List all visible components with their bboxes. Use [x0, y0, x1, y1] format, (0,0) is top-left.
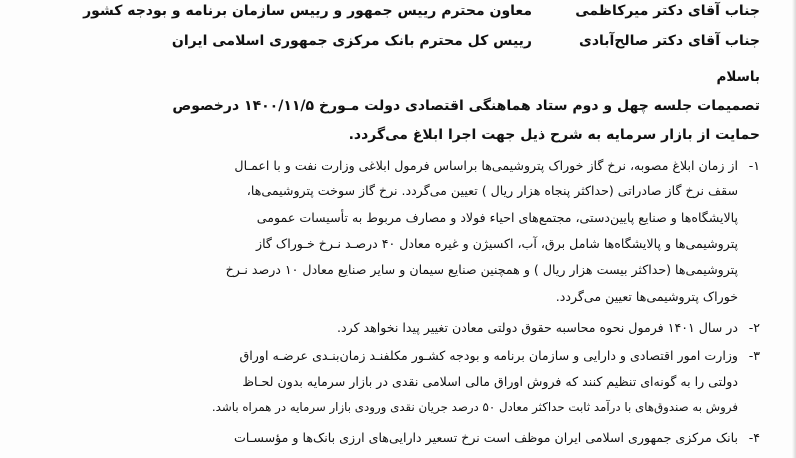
greeting: باسلام	[716, 69, 760, 85]
subject-line: حمایت از بازار سرمایه به شرح ذیل جهت اجرا ابلاغ می‌گردد.	[348, 127, 760, 143]
subject-line: تصمیمات جلسه چهل و دوم ستاد هماهنگی اقتصادی دولت مـورخ ۱۴۰۰/۱۱/۵ درخصوص	[172, 98, 760, 114]
item-text-line: خوراک پتروشیمی‌ها تعیین می‌گردد.	[555, 289, 738, 304]
item-number: ۳-	[748, 348, 760, 363]
item-text-line: وزارت امور اقتصادی و دارایی و سازمان برنامه و بودجه کشـور مکلفنـد زمان‌بنـدی عرضـه اوراق	[239, 348, 738, 363]
recipient-line-1	[40, 3, 760, 25]
item-text-line: پالایشگاه‌ها و صنایع پایین‌دستی، مجتمع‌های احیاء فولاد و مصارف مربوط به تأسیسات عمومی	[256, 210, 738, 225]
item-text-line: دولتی را به گونه‌ای تنظیم کنند که فروش اوراق مالی اسلامی نقدی در بازار سرمایه بدون لحـاظ	[242, 374, 738, 389]
item-number: ۱-	[748, 158, 760, 173]
recipient-name: جناب آقای دکتر میرکاظمی	[575, 3, 760, 19]
recipient-line-2	[40, 33, 760, 55]
item-text-line: پتروشیمی‌ها (حداکثر بیست هزار ریال ) و همچنین صنایع سیمان و سایر صنایع معادل ۱۰ درصد نـرخ	[225, 262, 738, 277]
item-number: ۲-	[748, 320, 760, 335]
recipient-title: معاون محترم رییس جمهور و رییس سازمان برنامه و بودجه کشور	[83, 3, 532, 19]
item-text-line: از زمان ابلاغ مصوبه، نرخ گاز خوراک پتروشیمی‌ها براساس فرمول ابلاغی وزارت نفت و با اعمـال	[234, 158, 738, 173]
item-number: ۴-	[748, 430, 760, 445]
item-text-line: سقف نرخ گاز صادراتی (حداکثر پنجاه هزار ریال ) تعیین می‌گردد. نرخ گاز سوخت پتروشیمی‌ها،	[246, 183, 738, 198]
item-text-line: فروش به صندوق‌های با درآمد ثابت حداکثر معادل ۵۰ درصد جریان نقدی ورودی بازار سرمایه در همراه باشد.	[211, 400, 738, 414]
recipient-name: جناب آقای دکتر صالح‌آبادی	[578, 33, 760, 49]
recipient-title: رییس کل محترم بانک مرکزی جمهوری اسلامی ایران	[171, 33, 532, 49]
item-text-line: در سال ۱۴۰۱ فرمول نحوه محاسبه حقوق دولتی معادن تغییر پیدا نخواهد کرد.	[336, 320, 738, 335]
scan-edge-shadow	[792, 0, 796, 458]
item-text-line: بانک مرکزی جمهوری اسلامی ایران موظف است نرخ تسعیر دارایی‌های ارزی بانک‌ها و مؤسسـات	[233, 430, 738, 445]
item-text-line: پتروشیمی‌ها و پالایشگاه‌ها شامل برق، آب، اکسیژن و غیره معادل ۴۰ درصـد نـرخ خـوراک گاز	[256, 236, 738, 251]
